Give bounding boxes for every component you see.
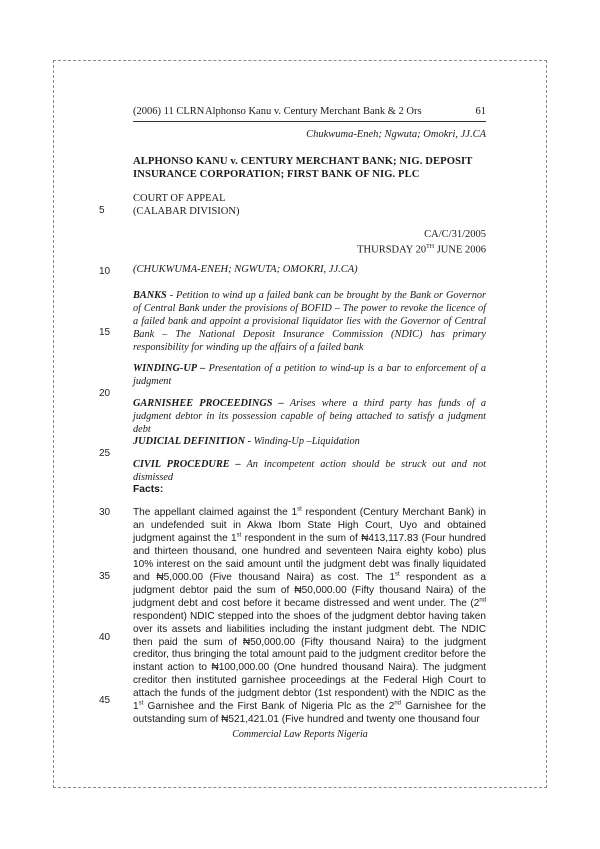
line-number: 15 [99,327,111,338]
catchword-civil-procedure: CIVIL PROCEDURE – An incompetent action should be struck out and not dismissed [133,459,486,483]
line-number: 40 [99,632,111,643]
line-number: 35 [99,571,111,582]
line-number: 20 [99,388,111,399]
line-number: 10 [99,266,111,277]
catchword-banks: BANKS - Petition to wind up a failed bank can be brought by the Bank or Governor of Central Bank under the provisions of BOFID – The power to revoke the licence of a failed bank and appoint a provisional liquidator lies with the Governor of Central Bank – The National Deposit Insurance Commission (NDIC) has primary responsibility for winding up the affairs of a failed bank [133,290,486,353]
panel-judges: (CHUKWUMA-ENEH; NGWUTA; OMOKRI, JJ.CA) [133,264,358,275]
catchword-judicial-definition: JUDICIAL DEFINITION - Winding-Up –Liquidation [133,436,360,447]
header-page-number: 61 [475,106,486,117]
header-case-title: Alphonso Kanu v. Century Merchant Bank & 2 Ors [205,106,422,117]
court-block [133,192,239,218]
court-division: (CALABAR DIVISION) [133,206,240,217]
catchword-garnishee: GARNISHEE PROCEEDINGS – Arises where a third party has funds of a judgment debtor in its possession capable of being attached to satisfy a judgment debt [133,398,487,435]
line-number: 5 [99,205,105,216]
judges-header: Chukwuma-Eneh; Ngwuta; Omokri, JJ.CA [306,129,486,140]
line-number: 30 [99,507,111,518]
case-parties: ALPHONSO KANU v. CENTURY MERCHANT BANK; NIG. DEPOSIT INSURANCE CORPORATION; FIRST BANK OF NIG. PLC [133,156,473,180]
page-footer: Commercial Law Reports Nigeria [232,729,368,740]
facts-paragraph: The appellant claimed against the 1st respondent (Century Merchant Bank) in an undefended suit in Akwa Ibom State High Court, Uyo and obtained judgment against the 1st respondent in the sum of ₦413,117.83 (Four hundred and thirteen thousand, one hundred and seventeen Naira eighty kobo) plus 10% interest on the said amount until the judgment debt was finally liquidated and ₦5,000.00 (Five thousand Naira) as cost. The 1st respondent as a judgment debtor paid the sum of ₦50,000.00 (Fifty thousand Naira) of the judgment debt and cost before it became distressed and went under. The (2nd respondent) NDIC stepped into the shoes of the judgment debtor having taken over its assets and liabilities including the instant judgment debt. The NDIC then paid the sum of ₦50,000.00 (Fifty thousand Naira) to the judgment creditor, thus bringing the total amount paid to the judgment creditor before the instant action to ₦100,000.00 (One hundred thousand Naira). The judgment creditor then instituted garnishee proceedings at the Federal High Court to attach the funds of the judgment debtor (1st respondent) with the NDIC as the 1st Garnishee and the First Bank of Nigeria Plc as the 2nd Garnishee for the outstanding sum of ₦521,421.01 (Five hundred and twenty one thousand four [133,506,486,726]
judgment-date: THURSDAY 20TH JUNE 2006 [357,244,486,256]
suit-number: CA/C/31/2005 [424,229,486,240]
court-name: COURT OF APPEAL [133,193,226,204]
line-number: 45 [99,695,111,706]
line-number: 25 [99,448,111,459]
catchword-winding-up: WINDING-UP – Presentation of a petition to wind-up is a bar to enforcement of a judgment [133,363,486,387]
header-rule [133,121,486,122]
header-citation: (2006) 11 CLRN [133,106,205,117]
suit-block [357,228,486,257]
facts-heading: Facts: [133,484,164,495]
